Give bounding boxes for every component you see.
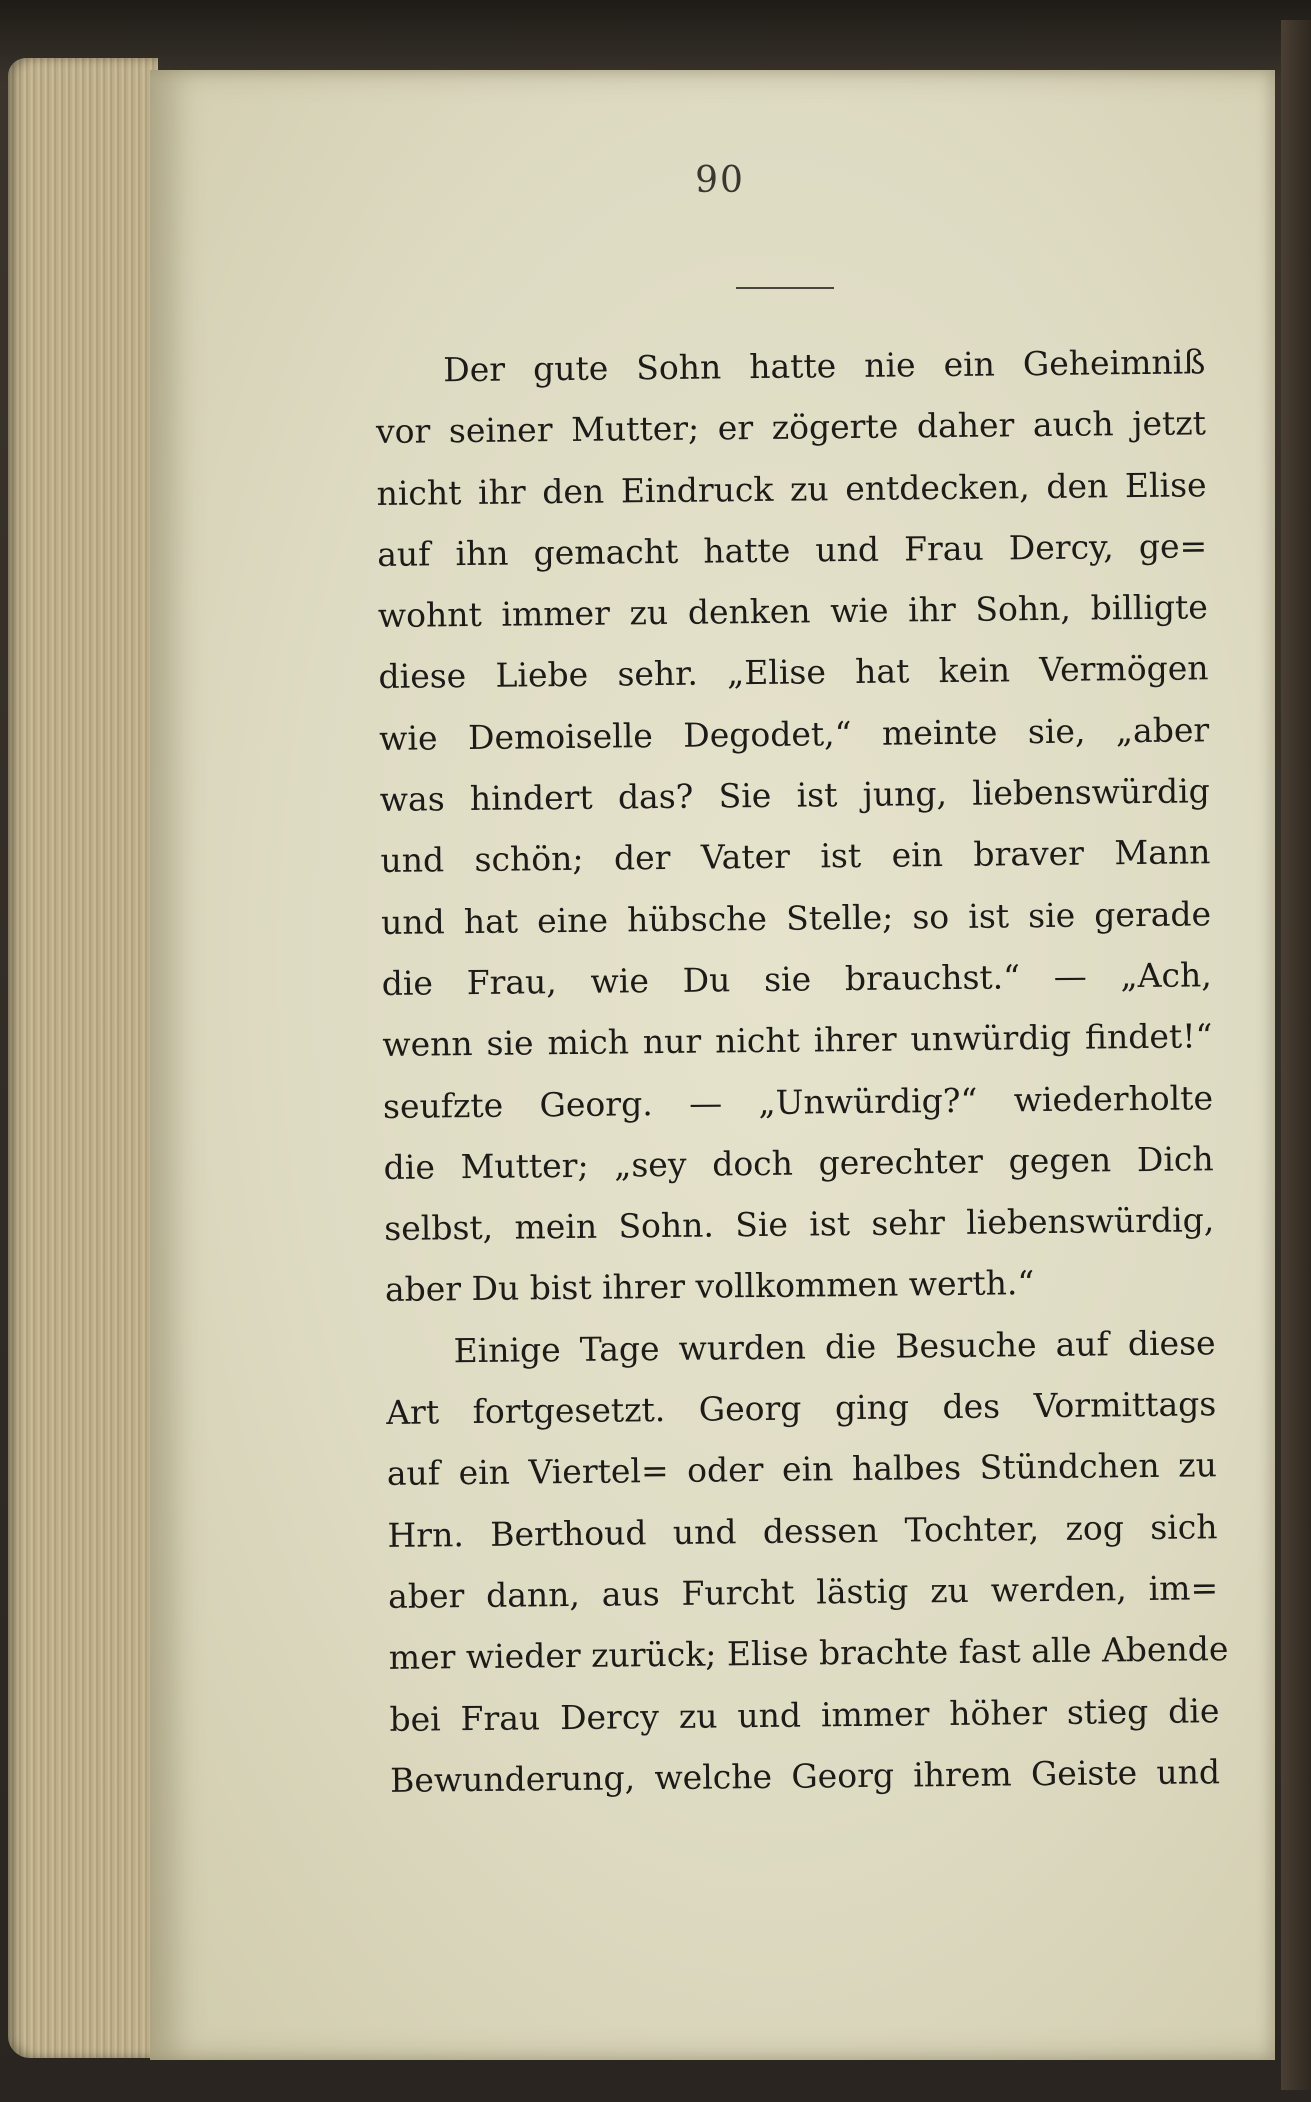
body-text [375, 331, 1229, 1811]
text-line: Einige Tage wurden die Besuche auf diese [453, 1323, 1216, 1370]
text-line: vor seiner Mutter; er zögerte daher auch jetzt [375, 403, 1207, 452]
text-line: und hat eine hübsche Stelle; so ist sie gerade [380, 893, 1212, 942]
page-number-rule [736, 287, 834, 289]
text-line: aber dann, aus Furcht lästig zu werden, im= [387, 1568, 1219, 1616]
book-cover-edge [1281, 20, 1311, 2090]
text-line: bei Frau Dercy zu und immer höher stieg die [389, 1690, 1220, 1739]
text-line: nicht ihr den Eindruck zu entdecken, den Elise [376, 464, 1207, 513]
page-edges [8, 58, 158, 2058]
text-line: Bewunderung, welche Georg ihrem Geiste und [389, 1752, 1221, 1800]
text-line: Hrn. Berthoud und dessen Tochter, zog sich [387, 1506, 1218, 1555]
text-line: auf ihn gemacht hatte und Frau Dercy, ge= [377, 526, 1208, 574]
text-line: die Frau, wie Du sie brauchst.“ — „Ach, [381, 955, 1212, 1003]
text-line: seufzte Georg. — „Unwürdig?“ wiederholte [382, 1077, 1214, 1126]
page-number: 90 [695, 160, 745, 201]
text-line: mer wieder zurück; Elise brachte fast alle Abende [388, 1629, 1229, 1678]
text-line: und schön; der Vater ist ein braver Mann [380, 832, 1211, 881]
text-line: die Mutter; „sey doch gerechter gegen Dich [383, 1139, 1214, 1187]
text-line: was hindert das? Sie ist jung, liebenswürdig [379, 771, 1210, 820]
text-line: wohnt immer zu denken wie ihr Sohn, billigte [377, 587, 1209, 636]
text-line: wenn sie mich nur nicht ihrer unwürdig findet!“ [382, 1016, 1213, 1065]
text-line: wie Demoiselle Degodet,“ meinte sie, „aber [378, 710, 1210, 758]
text-line: Der gute Sohn hatte nie ein Geheimniß [443, 342, 1206, 390]
text-line: Art fortgesetzt. Georg ging des Vormittags [386, 1384, 1217, 1432]
text-line: aber Du bist ihrer vollkommen werth.“ [384, 1263, 1035, 1310]
text-line: auf ein Viertel= oder ein halbes Stündchen zu [386, 1445, 1218, 1494]
text-line: selbst, mein Sohn. Sie ist sehr liebenswürdig, [384, 1200, 1215, 1249]
text-line: diese Liebe sehr. „Elise hat kein Vermögen [378, 648, 1209, 697]
